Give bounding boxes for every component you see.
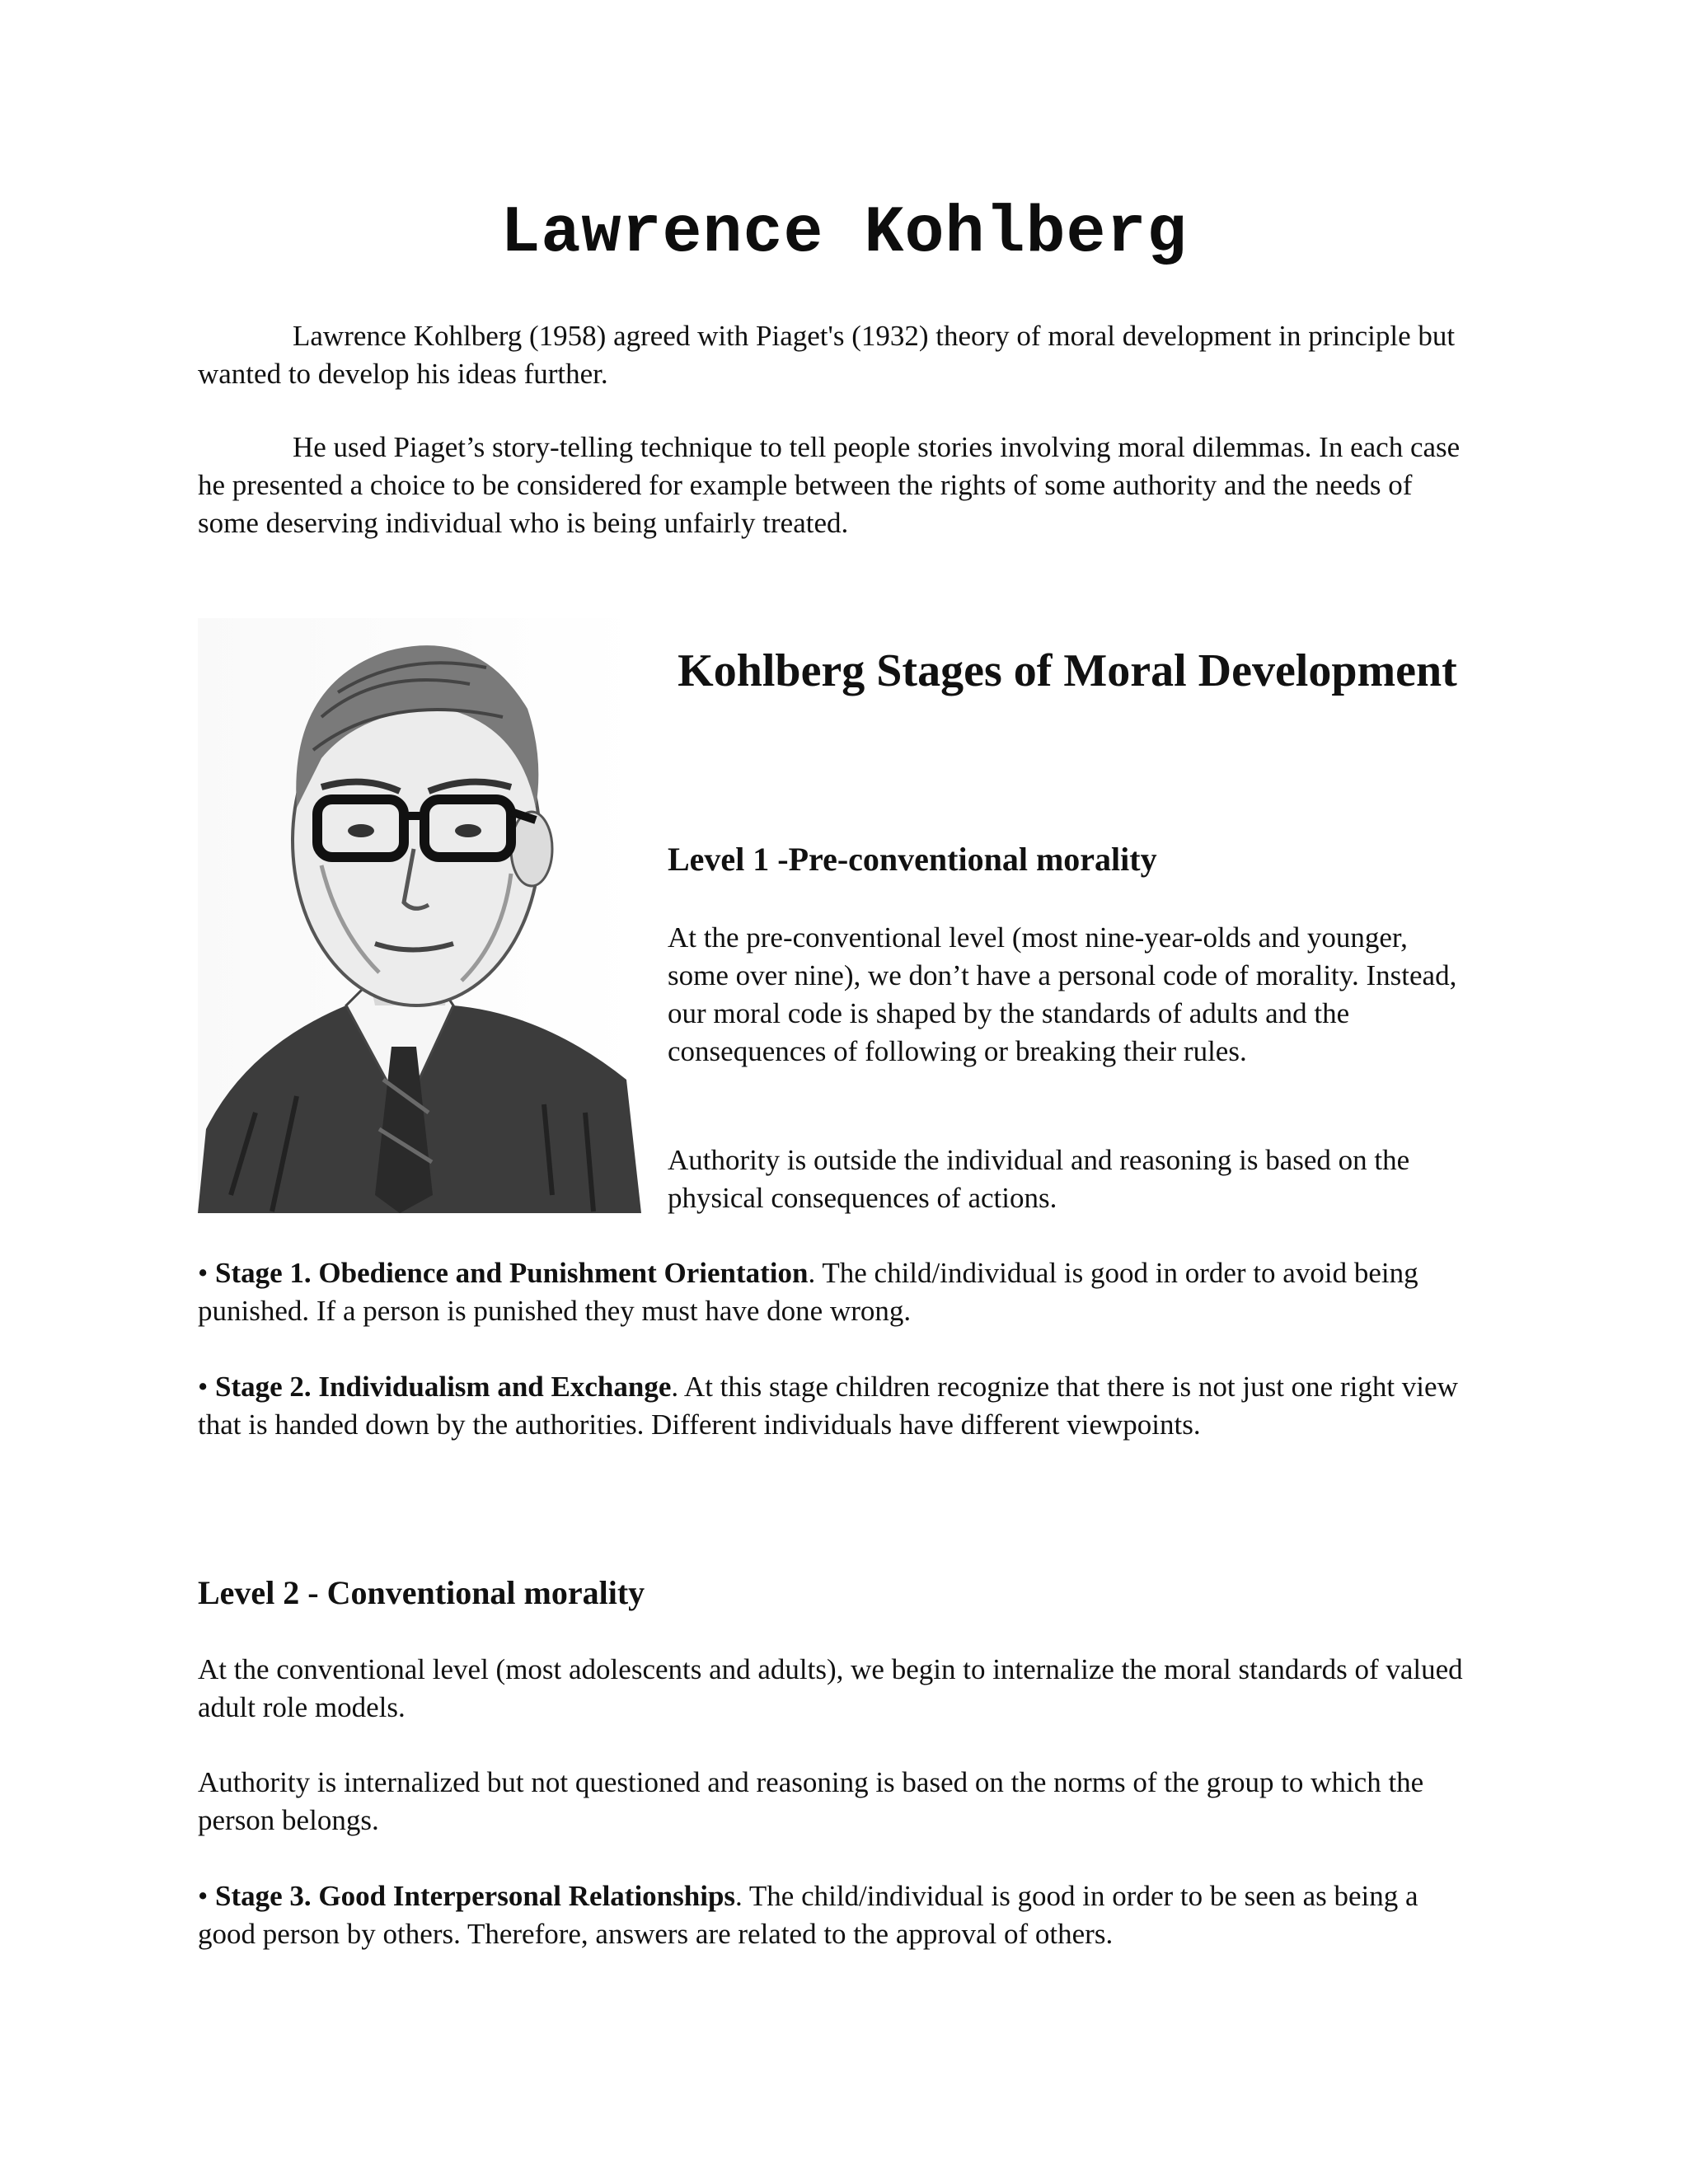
level-1-paragraph-1: At the pre-conventional level (most nine-year-olds and younger, some over nine), we don’t have a personal code of morality. Instead, our moral code is shaped by the standards of adults and the consequences of following or breaking their rules. — [668, 921, 1457, 1067]
stage-2-paragraph — [198, 1368, 1475, 1444]
stage-1-text: . The child/individual is good in order to avoid being punished. If a person is punished they must have done wrong. — [198, 1257, 1418, 1327]
bullet: • — [198, 1257, 209, 1289]
bullet: • — [198, 1880, 209, 1912]
stage-1-paragraph — [198, 1254, 1475, 1330]
bullet: • — [198, 1371, 209, 1403]
section-title: Kohlberg Stages of Moral Development — [678, 645, 1457, 696]
level-2-heading: Level 2 - Conventional morality — [198, 1574, 645, 1611]
stage-1-name: Stage 1. Obedience and Punishment Orientation — [215, 1257, 809, 1289]
portrait-sketch-icon — [198, 618, 641, 1213]
stage-2-name: Stage 2. Individualism and Exchange — [215, 1371, 672, 1403]
page-title: Lawrence Kohlberg — [500, 196, 1188, 271]
stage-3-name: Stage 3. Good Interpersonal Relationships — [215, 1880, 736, 1912]
intro-paragraph-2: He used Piaget’s story-telling technique to tell people stories involving moral dilemmas. In each case he presented a choice to be considered for example between the rights of some authority and the needs of some deserving individual who is being unfairly treated. — [198, 431, 1461, 539]
stage-3-paragraph — [198, 1877, 1475, 1953]
level-2-paragraph-1: At the conventional level (most adolescents and adults), we begin to internalize the moral standards of valued adult role models. — [198, 1653, 1463, 1723]
intro-paragraph-1: Lawrence Kohlberg (1958) agreed with Piaget's (1932) theory of moral development in principle but wanted to develop his ideas further. — [198, 320, 1456, 390]
stage-3-text: . The child/individual is good in order to be seen as being a good person by others. Therefore, answers are related to the approval of others. — [198, 1880, 1418, 1950]
level-1-heading: Level 1 -Pre-conventional morality — [668, 841, 1157, 878]
stage-2-text: . At this stage children recognize that there is not just one right view that is handed down by the authorities. Different individuals have different viewpoints. — [198, 1371, 1458, 1441]
level-2-paragraph-2: Authority is internalized but not questioned and reasoning is based on the norms of the group to which the person belongs. — [198, 1766, 1424, 1836]
level-1-paragraph-2: Authority is outside the individual and reasoning is based on the physical consequences of actions. — [668, 1144, 1410, 1214]
